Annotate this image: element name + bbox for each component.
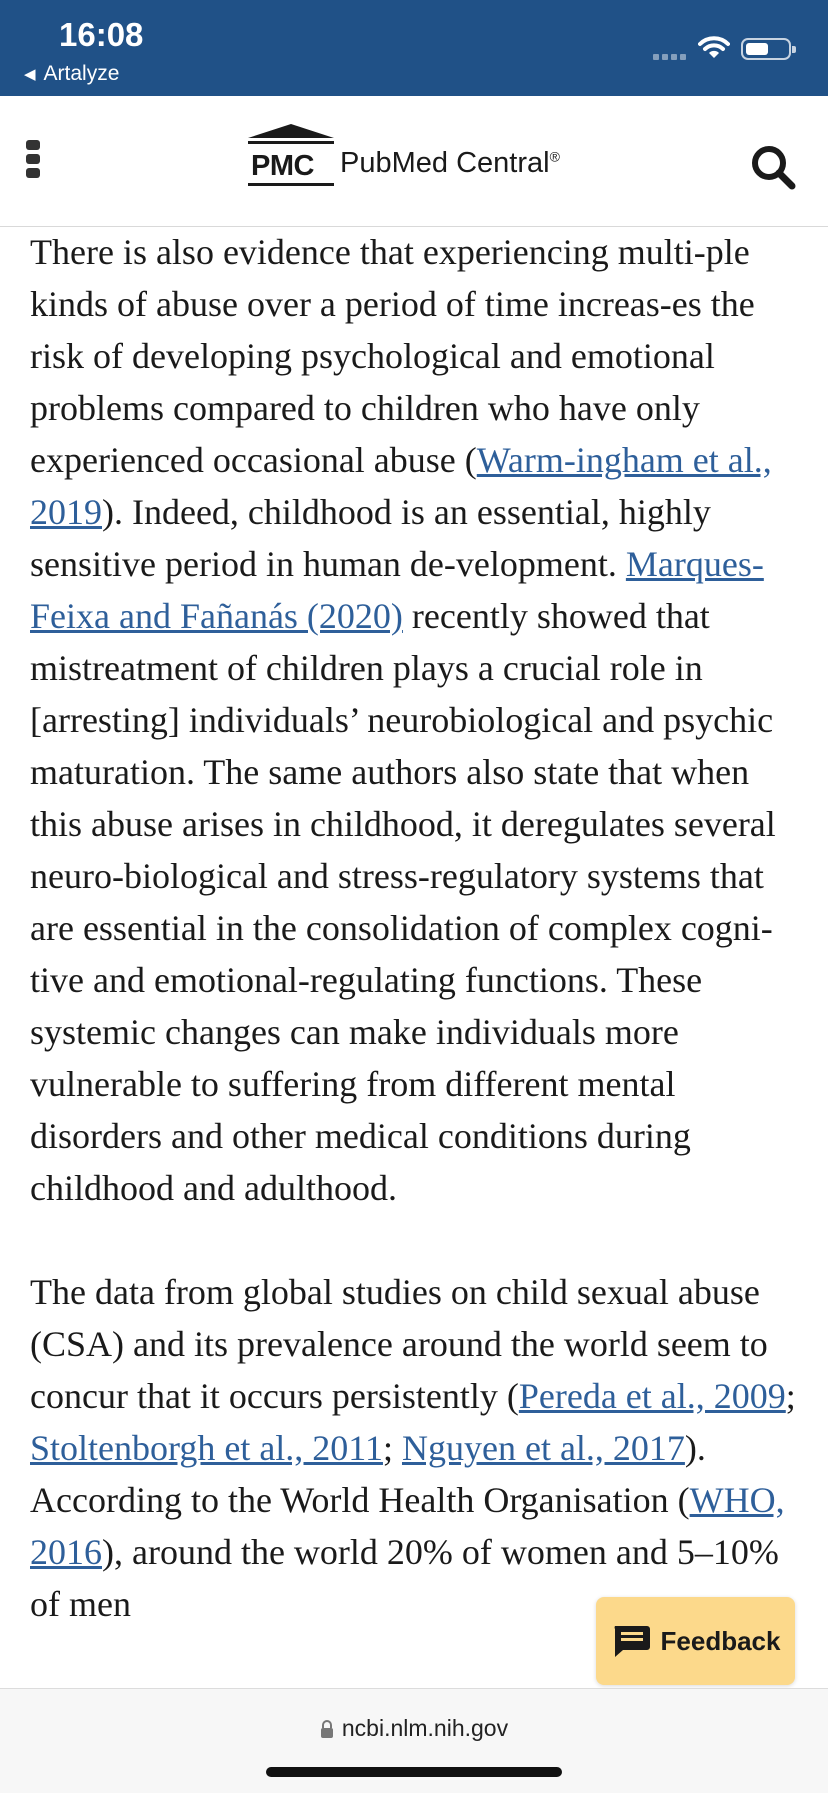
status-bar (0, 0, 828, 96)
wifi-icon (698, 36, 730, 65)
citation-link[interactable]: Marques-Feixa and Fañanás (2020) (30, 544, 764, 636)
logo-abbrev: PMC (251, 150, 314, 182)
signal-icon (653, 54, 686, 60)
home-indicator[interactable] (266, 1767, 562, 1777)
citation-link[interactable]: Pereda et al., 2009 (518, 1376, 786, 1416)
status-time: 16:08 (59, 16, 144, 53)
back-arrow-icon: ◀ (24, 66, 36, 83)
article-paragraph: The data from global studies on child sexual abuse (CSA) and its prevalence around the world seem to concur that it occurs persistently (Pereda et al., 2009; Stoltenborgh et al., 2011; Nguyen et al., 2017). According to the World Health Organisation (WHO, 2016), around the world 20% of women and 5–10% of men (30, 1272, 796, 1624)
pmc-logo[interactable] (248, 124, 560, 186)
pmc-logo-mark (248, 124, 334, 186)
article-body (30, 226, 802, 1686)
battery-icon (741, 38, 791, 60)
feedback-button[interactable] (596, 1597, 795, 1685)
site-header (0, 96, 828, 227)
feedback-icon (611, 1624, 651, 1658)
article-paragraph: There is also evidence that experiencing multi-ple kinds of abuse over a period of time increas-es the risk of developing psychological and emotional problems compared to children who have only experienced occasional abuse (Warm-ingham et al., 2019). Indeed, childhood is an essential, highly sensitive period in human de-velopment. Marques-Feixa and Fañanás (2020) recently showed that mistreatment of children plays a crucial role in [arresting] individuals’ neurobiological and psychic maturation. The same authors also state that when this abuse arises in childhood, it deregulates several neuro-biological and stress-regulatory systems that are essential in the consolidation of complex cogni-tive and emotional-regulating functions. These systemic changes can make individuals more vulnerable to suffering from different mental disorders and other medical conditions during childhood and adulthood. (30, 232, 776, 1208)
citation-link[interactable]: Warm-ingham et al., 2019 (30, 440, 772, 532)
lock-icon (320, 1720, 334, 1738)
menu-icon[interactable] (26, 140, 42, 182)
url-bar[interactable] (0, 1715, 828, 1742)
logo-name: PubMed Central® (340, 147, 560, 179)
citation-link[interactable]: WHO, 2016 (30, 1480, 785, 1572)
url-text: ncbi.nlm.nih.gov (341, 1715, 509, 1741)
search-icon[interactable] (750, 144, 796, 195)
citation-link[interactable]: Stoltenborgh et al., 2011 (30, 1428, 383, 1468)
browser-bottom-bar (0, 1688, 828, 1793)
back-to-app-link[interactable] (24, 62, 119, 86)
citation-link[interactable]: Nguyen et al., 2017 (401, 1428, 685, 1468)
back-app-label: Artalyze (43, 62, 120, 85)
feedback-label: Feedback (660, 1625, 781, 1656)
